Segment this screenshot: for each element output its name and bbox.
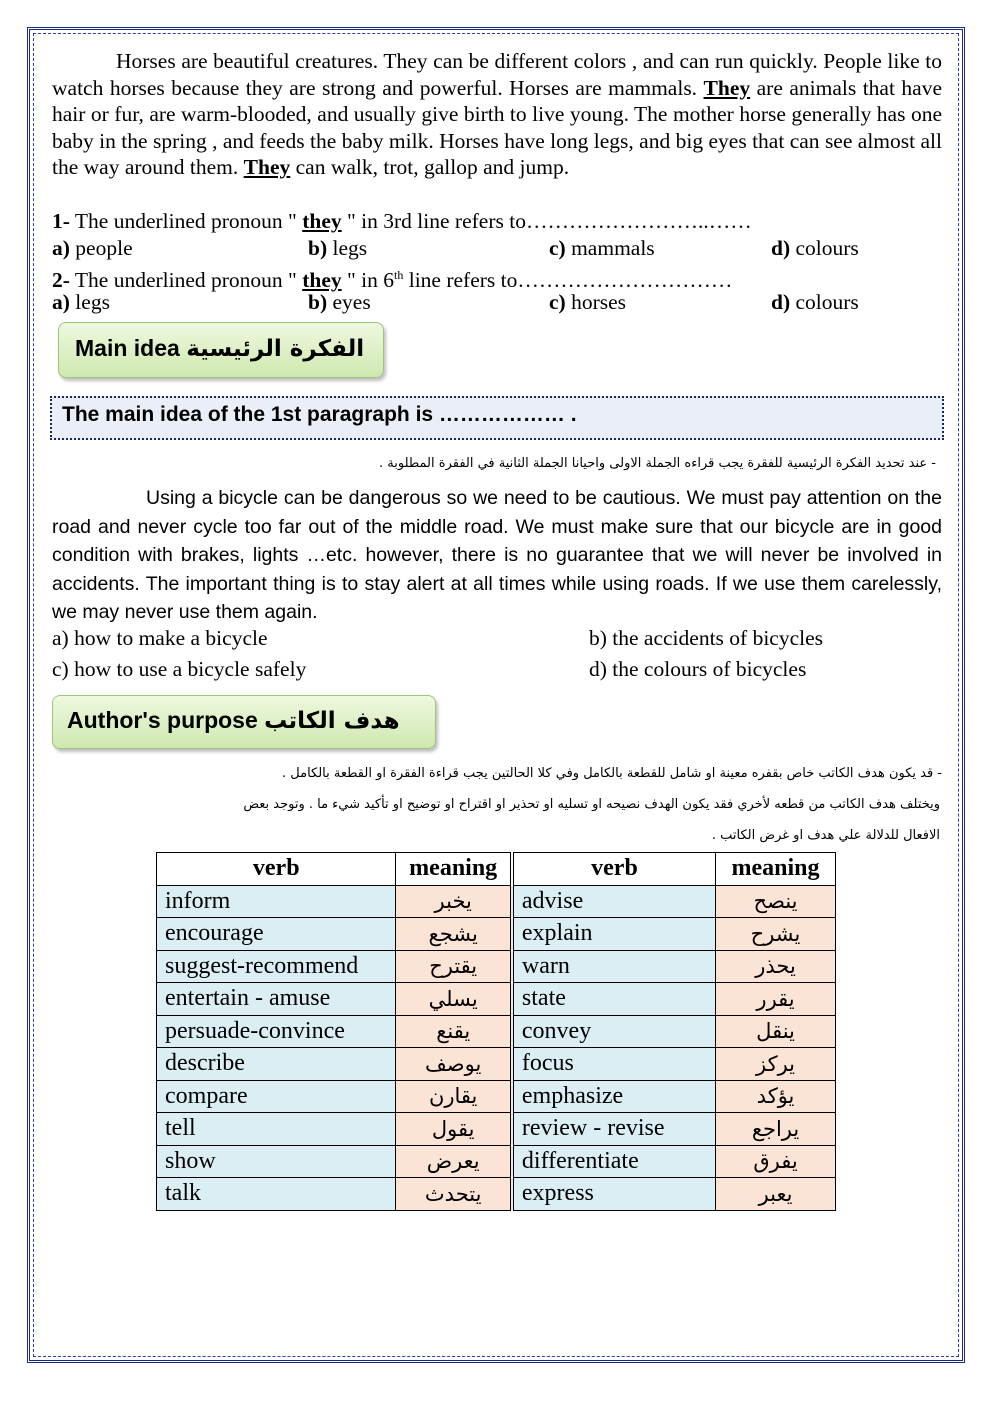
question-text: The underlined pronoun " <box>69 209 303 233</box>
table-row <box>157 1080 836 1113</box>
meaning-cell: يفرق <box>716 1145 836 1178</box>
header-verb: verb <box>512 853 716 886</box>
meaning-cell: يعرض <box>396 1145 512 1178</box>
meaning-cell: ينصح <box>716 885 836 918</box>
meaning-cell: يؤكد <box>716 1080 836 1113</box>
passage-text: Horses are beautiful creatures. They can be different colors , and can run quickly. People like to watch horses because they are strong and powerful. Horses are mammals. <box>52 49 942 100</box>
main-idea-question <box>50 396 944 440</box>
option-d[interactable]: d) colours <box>771 290 859 314</box>
main-idea-option-d[interactable]: d) the colours of bicycles <box>589 657 807 681</box>
underlined-pronoun-1: They <box>703 75 751 100</box>
table-row <box>157 1048 836 1081</box>
meaning-cell: يركز <box>716 1048 836 1081</box>
main-idea-question-text: The main idea of the 1st paragraph is ……………… . <box>62 403 577 426</box>
option-a[interactable]: a) legs <box>52 290 110 314</box>
table-row <box>157 918 836 951</box>
meaning-cell: ينقل <box>716 1015 836 1048</box>
meaning-cell: يقرر <box>716 983 836 1016</box>
meaning-cell: يقارن <box>396 1080 512 1113</box>
question-2 <box>52 262 732 293</box>
table-row <box>157 1015 836 1048</box>
meaning-cell: يتحدث <box>396 1178 512 1211</box>
verb-cell: review - revise <box>512 1113 716 1146</box>
author-purpose-heading <box>52 695 436 749</box>
option-d[interactable]: d) colours <box>771 236 859 260</box>
question-text: " in 3rd line refers to……………………..…… <box>341 209 752 233</box>
meaning-cell: يقترح <box>396 950 512 983</box>
verb-cell: tell <box>157 1113 396 1146</box>
verb-cell: suggest-recommend <box>157 950 396 983</box>
meaning-cell: يوصف <box>396 1048 512 1081</box>
table-row <box>157 885 836 918</box>
verb-cell: state <box>512 983 716 1016</box>
meaning-cell: يقنع <box>396 1015 512 1048</box>
underlined-pronoun-2: They <box>243 155 291 179</box>
option-b[interactable]: b) legs <box>308 236 368 260</box>
question-number: 1- <box>52 209 70 233</box>
passage-text: are animals that have hair or fur, are warm-blooded, and usually give birth to live young. The mother horse generally has one baby in the spring , and feeds the baby milk. Horses have long legs, and big eyes that can see almost all the way around them. <box>52 75 942 179</box>
table-row <box>157 950 836 983</box>
table-row <box>157 1178 836 1211</box>
meaning-cell: يشجع <box>396 918 512 951</box>
heading-ar: هدف الكاتب <box>264 708 400 734</box>
main-idea-note: - عند تحديد الفكرة الرئيسية للفقرة يجب قراءه الجملة الاولى واحيانا الجملة الثانية في الفقرة المطلوبة . <box>379 456 936 471</box>
verb-cell: emphasize <box>512 1080 716 1113</box>
question-text: The underlined pronoun " <box>69 268 303 293</box>
table-header-row <box>157 853 836 886</box>
header-verb: verb <box>157 853 396 886</box>
question-number: 2- <box>52 268 70 293</box>
meaning-cell: يحذر <box>716 950 836 983</box>
question-2-options <box>0 290 992 316</box>
passage-text: can walk, trot, gallop and jump. <box>290 155 570 179</box>
header-meaning: meaning <box>716 853 836 886</box>
verb-cell: compare <box>157 1080 396 1113</box>
verb-cell: express <box>512 1178 716 1211</box>
main-idea-heading <box>58 322 384 378</box>
verb-cell: advise <box>512 885 716 918</box>
meaning-cell: يسلي <box>396 983 512 1016</box>
horses-passage <box>52 48 942 181</box>
verb-cell: persuade-convince <box>157 1015 396 1048</box>
table-row <box>157 1145 836 1178</box>
heading-en: Author's purpose <box>67 707 258 733</box>
meaning-cell: يراجع <box>716 1113 836 1146</box>
author-purpose-note-2: ويختلف هدف الكاتب من قطعه لأخري فقد يكون الهدف نصيحه او تسليه او تحذير او اقتراح او توضيح او تأكيد شيء ما . وتوجد بعض <box>243 797 940 812</box>
table-row <box>157 983 836 1016</box>
question-1 <box>52 208 752 234</box>
verb-cell: differentiate <box>512 1145 716 1178</box>
meaning-cell: يشرح <box>716 918 836 951</box>
verb-cell: talk <box>157 1178 396 1211</box>
main-idea-option-c[interactable]: c) how to use a bicycle safely <box>52 657 307 681</box>
question-pronoun: they <box>302 209 342 233</box>
option-c[interactable]: c) horses <box>549 290 627 314</box>
heading-ar: الفكرة الرئيسية <box>186 336 365 362</box>
question-text: " in 6 <box>341 268 395 293</box>
option-b[interactable]: b) eyes <box>308 290 371 314</box>
meaning-cell: يقول <box>396 1113 512 1146</box>
meaning-cell: يخبر <box>396 885 512 918</box>
option-a[interactable]: a) people <box>52 236 133 260</box>
verb-cell: show <box>157 1145 396 1178</box>
option-c[interactable]: c) mammals <box>549 236 655 260</box>
verb-cell: inform <box>157 885 396 918</box>
verbs-table <box>156 852 836 1211</box>
verb-cell: entertain - amuse <box>157 983 396 1016</box>
question-1-options <box>0 236 992 262</box>
main-idea-option-a[interactable]: a) how to make a bicycle <box>52 626 268 650</box>
passage-text: Using a bicycle can be dangerous so we need to be cautious. We must pay attention on the road and never cycle too far out of the middle road. We must make sure that our bicycle are in good condition with brakes, lights …etc. however, there is no guarantee that we will never be involved in accidents. The important thing is to stay alert at all times while using roads. If we use them carelessly, we may never use them again. <box>52 487 942 623</box>
verb-cell: describe <box>157 1048 396 1081</box>
verb-cell: encourage <box>157 918 396 951</box>
superscript: th <box>394 268 404 282</box>
verb-cell: warn <box>512 950 716 983</box>
main-idea-option-b[interactable]: b) the accidents of bicycles <box>589 626 824 650</box>
meaning-cell: يعبر <box>716 1178 836 1211</box>
verb-cell: explain <box>512 918 716 951</box>
question-text: line refers to………………………… <box>403 268 733 293</box>
header-meaning: meaning <box>396 853 512 886</box>
author-purpose-note-3: الافعال للدلالة علي هدف او غرض الكاتب . <box>711 828 940 843</box>
verb-cell: focus <box>512 1048 716 1081</box>
verb-cell: convey <box>512 1015 716 1048</box>
table-row <box>157 1113 836 1146</box>
bicycle-passage <box>52 484 942 627</box>
question-pronoun: they <box>302 268 342 293</box>
heading-en: Main idea <box>75 335 180 361</box>
author-purpose-note-1: - قد يكون هدف الكاتب خاص بقفره معينة او شامل للقطعة بالكامل وفي كلا الحالتين يجب قراءة الفقرة او القطعة بالكامل . <box>282 766 942 781</box>
